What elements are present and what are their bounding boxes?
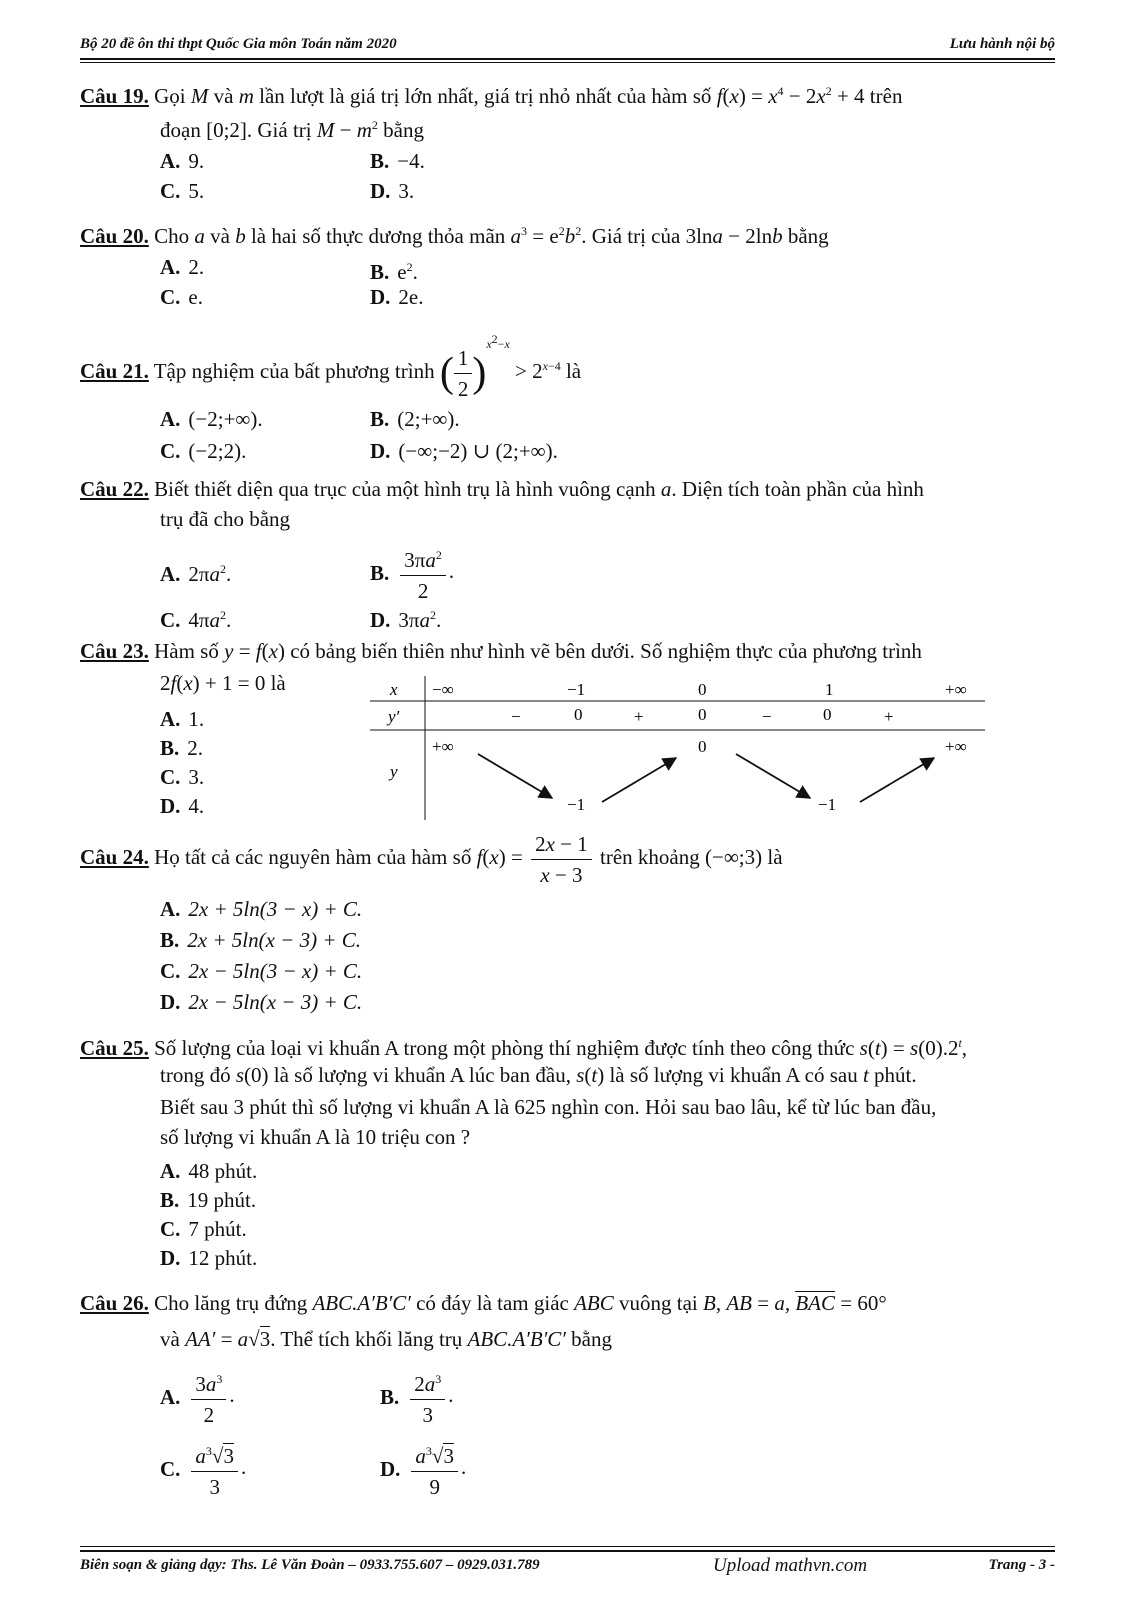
footer-rule [80,1550,1055,1552]
option-a[interactable]: A. 9. [160,149,205,173]
option-b[interactable]: B. $e^2$. [370,260,418,284]
option-d[interactable]: D. 12 phút. [160,1246,258,1270]
sign: − [511,707,521,726]
sign: + [884,707,894,726]
page-number: Trang - 3 - [988,1557,1055,1573]
question-label: Câu 25. [80,1036,149,1060]
question-26: Câu 26. Cho lăng trụ đứng ABC.A′B′C′ có đáy là tam giác ABC vuông tại B, AB = a, BAC = 60° [80,1291,887,1315]
arrow-down [478,754,552,798]
question-24: Câu 24. Họ tất cả các nguyên hàm của hàm số f(x) = $\frac{2x - 1}{x - 3}$ trên khoảng (−∞;3) là [80,826,1055,890]
question-19: Câu 19. Gọi M và m lần lượt là giá trị lớn nhất, giá trị nhỏ nhất của hàm số $f(x) = x^4 - 2x^2 + 4$ trên [80,84,903,108]
option-b[interactable]: B. 2x + 5ln(x − 3) + C. [160,928,361,952]
question-23-line2: 2f(x) + 1 = 0 là [160,671,286,695]
question-21: Câu 21. Tập nghiệm của bất phương trình ( $\frac{1}{2}$ )$^{x^2-x} > 2^{x-4}$ là [80,332,582,401]
question-label: Câu 22. [80,477,149,501]
option-a[interactable]: A. 2. [160,255,205,279]
option-a[interactable]: A. $2\pi a^2$. [160,562,232,586]
question-label: Câu 24. [80,845,149,869]
sign: 0 [823,705,832,724]
question-label: Câu 20. [80,224,149,248]
variation-table [370,676,985,820]
header-rule-thin [80,62,1055,63]
y-val: 0 [698,737,707,756]
y-val: −1 [818,795,837,814]
x-label: x [390,680,398,699]
option-a[interactable]: A. (−2;+∞). [160,407,263,431]
question-label: Câu 21. [80,359,149,383]
sign: 0 [574,705,583,724]
y-label: y [390,762,398,781]
footer-upload: Upload mathvn.com [713,1555,868,1576]
option-b[interactable]: B. (2;+∞). [370,407,460,431]
y-val: +∞ [432,737,454,756]
option-c[interactable]: C. 2x − 5ln(3 − x) + C. [160,959,363,983]
page-footer [80,1555,1055,1579]
option-d[interactable]: D. (−∞;−2) ∪ (2;+∞). [370,439,558,463]
question-19-line2: đoạn [0;2]. Giá trị $M - m^2$ bằng [160,118,424,142]
option-a[interactable]: A. $\frac{3a^3}{2}$ . [160,1364,235,1430]
option-a[interactable]: A. 48 phút. [160,1159,258,1183]
question-20: Câu 20. Cho a và b là hai số thực dương thỏa mãn $a^3 = e^2b^2$. Giá trị của 3lna − 2lnb bằng [80,224,829,248]
sign: + [634,707,644,726]
sign: − [762,707,772,726]
header-rule [80,58,1055,60]
y-val: −1 [567,795,586,814]
option-d[interactable]: D. $\frac{a^3√3}{9}$ . [380,1436,466,1502]
footer-rule-thin [80,1546,1055,1547]
question-25: Câu 25. Số lượng của loại vi khuẩn A trong một phòng thí nghiệm được tính theo công thức $s(t) = s(0).2^t$, [80,1036,968,1060]
question-label: Câu 26. [80,1291,149,1315]
yp-label: y′ [388,707,400,726]
header-title: Bộ 20 đề ôn thi thpt Quốc Gia môn Toán năm 2020 [80,36,397,52]
x-val: −∞ [432,680,454,699]
question-22: Câu 22. Biết thiết diện qua trục của một hình trụ là hình vuông cạnh a. Diện tích toàn phần của hình [80,477,924,501]
x-val: +∞ [945,680,967,699]
question-22-line2: trụ đã cho bằng [160,507,291,531]
question-26-line2: và AA′ = a√3. Thể tích khối lăng trụ ABC.A′B′C′ bằng [160,1327,612,1351]
arrow-up [602,758,676,802]
page-header [80,36,1055,58]
option-c[interactable]: C. 5. [160,179,205,203]
option-d[interactable]: D. 4. [160,794,205,818]
option-d[interactable]: D. 3. [370,179,415,203]
arrow-up [860,758,934,802]
sign: 0 [698,705,707,724]
option-d[interactable]: D. 2e. [370,285,424,309]
option-c[interactable]: C. $4\pi a^2$. [160,608,232,632]
option-c[interactable]: C. 7 phút. [160,1217,247,1241]
option-b[interactable]: B. 2. [160,736,204,760]
option-b[interactable]: B. 19 phút. [160,1188,257,1212]
question-25-line2: trong đó s(0) là số lượng vi khuẩn A lúc ban đầu, s(t) là số lượng vi khuẩn A có sau t phút. [160,1063,917,1087]
x-val: 0 [698,680,707,699]
option-b[interactable]: B. $\frac{2a^3}{3}$ . [380,1364,454,1430]
question-25-line3: Biết sau 3 phút thì số lượng vi khuẩn A là 625 nghìn con. Hỏi sau bao lâu, kể từ lúc ban đầu, [160,1095,937,1119]
x-val: −1 [567,680,586,699]
header-note: Lưu hành nội bộ [949,36,1055,52]
option-b[interactable]: B. $\frac{3\pi a^2}{2}$ . [370,540,454,606]
question-23: Câu 23. Hàm số y = f(x) có bảng biến thiên như hình vẽ bên dưới. Số nghiệm thực của phương trình [80,639,922,663]
option-a[interactable]: A. 1. [160,707,205,731]
question-25-line4: số lượng vi khuẩn A là 10 triệu con ? [160,1125,471,1149]
y-val: +∞ [945,737,967,756]
footer-author: Biên soạn & giảng dạy: Ths. Lê Văn Đoàn – 0933.755.607 – 0929.031.789 [80,1557,540,1573]
option-d[interactable]: D. $3\pi a^2$. [370,608,442,632]
option-a[interactable]: A. 2x + 5ln(3 − x) + C. [160,897,363,921]
option-b[interactable]: B. −4. [370,149,425,173]
option-c[interactable]: C. 3. [160,765,205,789]
question-label: Câu 19. [80,84,149,108]
question-label: Câu 23. [80,639,149,663]
option-c[interactable]: C. e. [160,285,203,309]
option-c[interactable]: C. $\frac{a^3√3}{3}$ . [160,1436,246,1502]
option-d[interactable]: D. 2x − 5ln(x − 3) + C. [160,990,363,1014]
option-c[interactable]: C. (−2;2). [160,439,247,463]
x-val: 1 [825,680,834,699]
arrow-down [736,754,810,798]
